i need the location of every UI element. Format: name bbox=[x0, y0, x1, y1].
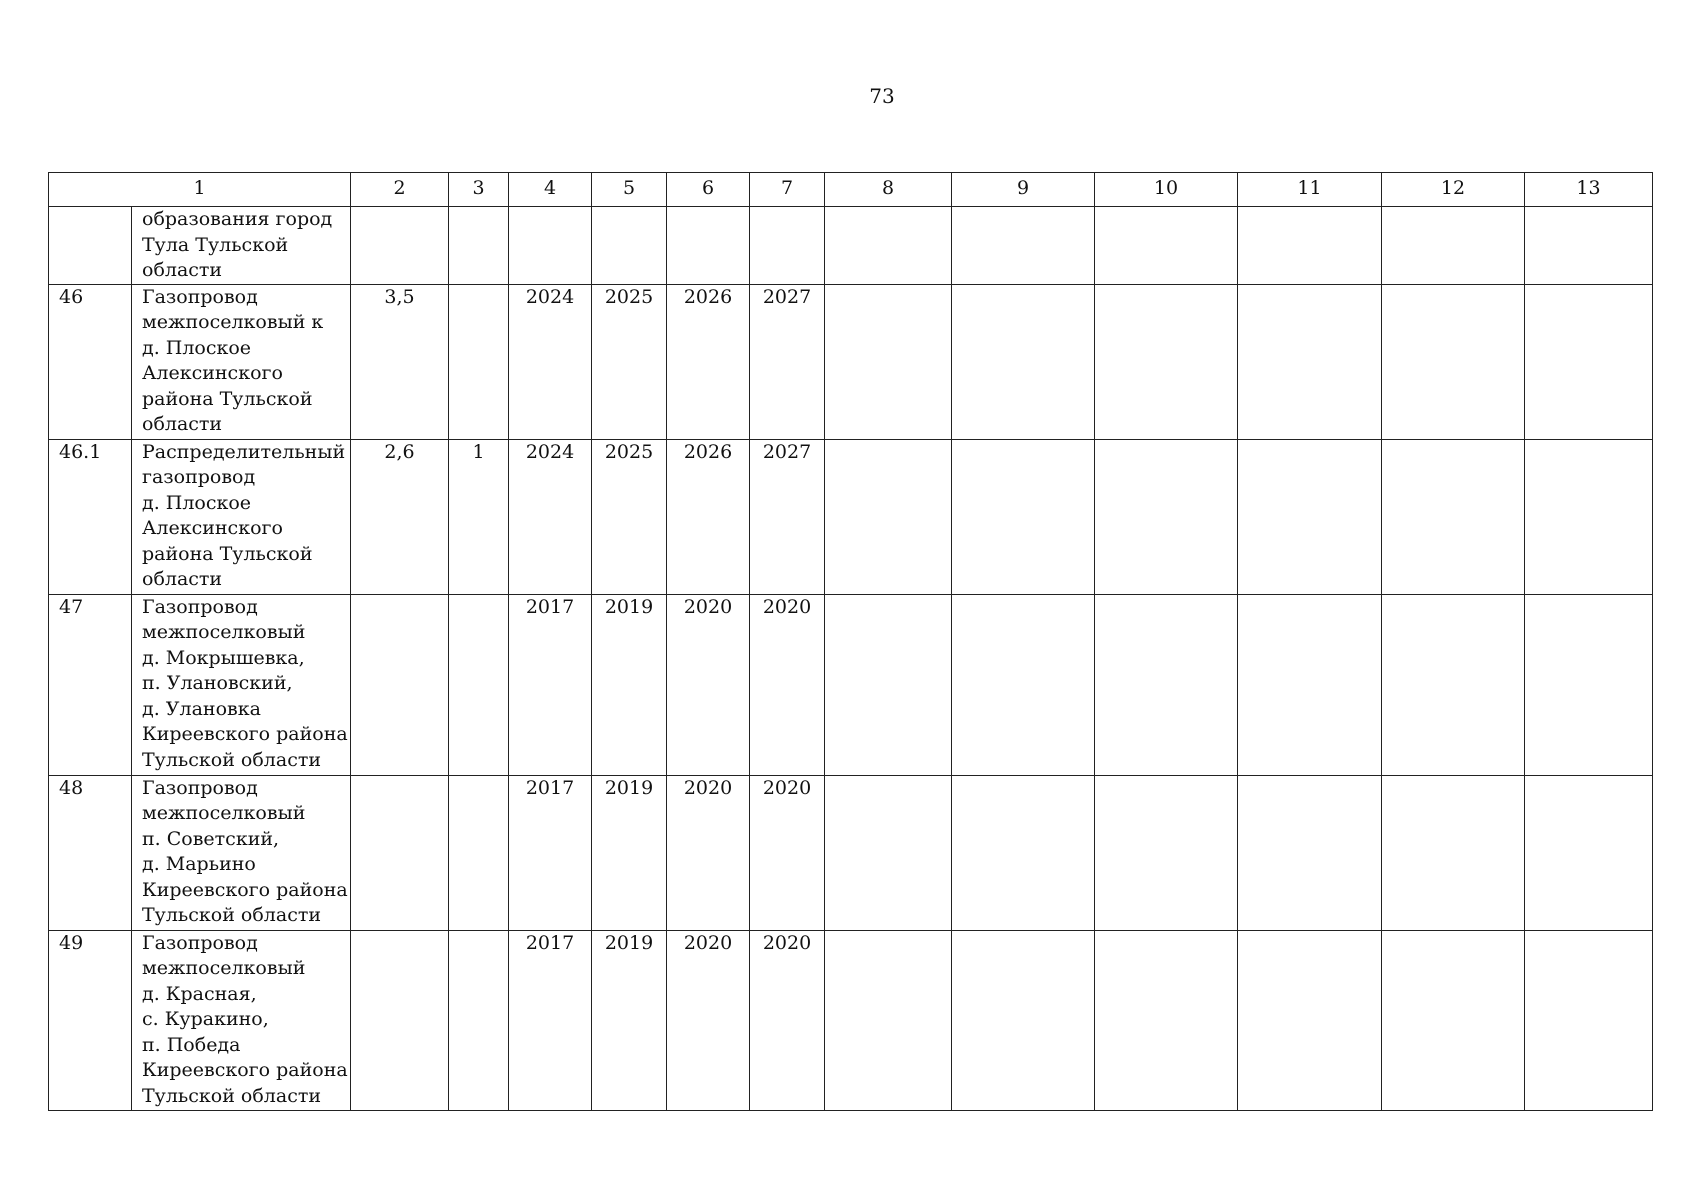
name-line: д. Плоское bbox=[142, 336, 252, 359]
cell-col-4: 2024 bbox=[509, 439, 592, 594]
row-name bbox=[132, 207, 351, 285]
cell-col-2: 2,6 bbox=[351, 439, 449, 594]
table-row bbox=[49, 930, 1653, 1110]
name-line: Распределительный bbox=[142, 440, 346, 463]
cell-col-10 bbox=[1095, 930, 1238, 1110]
cell-col-13 bbox=[1525, 284, 1653, 439]
cell-col-9 bbox=[952, 594, 1095, 775]
cell-col-8 bbox=[825, 594, 952, 775]
row-index: 46.1 bbox=[49, 439, 132, 594]
cell-col-8 bbox=[825, 439, 952, 594]
row-name bbox=[132, 930, 351, 1110]
page-number: 73 bbox=[869, 84, 895, 108]
cell-col-4: 2017 bbox=[509, 930, 592, 1110]
header-col-10: 10 bbox=[1095, 173, 1238, 207]
name-line: района Тульской bbox=[142, 387, 313, 410]
name-line: Киреевского района bbox=[142, 1059, 348, 1081]
row-name bbox=[132, 594, 351, 775]
row-name bbox=[132, 775, 351, 930]
cell-col-4: 2017 bbox=[509, 594, 592, 775]
cell-col-5: 2025 bbox=[592, 439, 667, 594]
cell-col-9 bbox=[952, 775, 1095, 930]
name-line: района Тульской bbox=[142, 542, 313, 565]
row-index bbox=[49, 207, 132, 285]
cell-col-5: 2019 bbox=[592, 930, 667, 1110]
name-line: межпоселковый к bbox=[142, 311, 324, 333]
cell-col-10 bbox=[1095, 594, 1238, 775]
cell-col-9 bbox=[952, 207, 1095, 285]
cell-col-5: 2025 bbox=[592, 284, 667, 439]
name-line: области bbox=[142, 259, 223, 281]
header-col-2: 2 bbox=[351, 173, 449, 207]
cell-col-4: 2024 bbox=[509, 284, 592, 439]
row-name bbox=[132, 439, 351, 594]
name-line: Тула Тульской bbox=[142, 233, 289, 256]
cell-col-10 bbox=[1095, 207, 1238, 285]
name-line: п. Победа bbox=[142, 1033, 241, 1056]
cell-col-13 bbox=[1525, 775, 1653, 930]
name-line: д. Плоское bbox=[142, 491, 252, 514]
name-line: газопровод bbox=[142, 466, 256, 488]
name-line: области bbox=[142, 568, 223, 590]
cell-col-7: 2020 bbox=[750, 594, 825, 775]
cell-col-12 bbox=[1382, 207, 1525, 285]
cell-col-10 bbox=[1095, 284, 1238, 439]
table-header bbox=[49, 173, 1653, 207]
cell-col-5: 2019 bbox=[592, 594, 667, 775]
header-col-11: 11 bbox=[1238, 173, 1382, 207]
name-line: Алексинского bbox=[142, 517, 283, 539]
name-line: Газопровод bbox=[142, 595, 258, 618]
cell-col-13 bbox=[1525, 207, 1653, 285]
cell-col-11 bbox=[1238, 284, 1382, 439]
header-col-9: 9 bbox=[952, 173, 1095, 207]
name-line: Газопровод bbox=[142, 776, 258, 799]
cell-col-6 bbox=[667, 207, 750, 285]
name-line: образования город bbox=[142, 208, 333, 230]
cell-col-12 bbox=[1382, 284, 1525, 439]
name-line: межпоселковый bbox=[142, 621, 306, 643]
row-index: 47 bbox=[49, 594, 132, 775]
cell-col-6: 2020 bbox=[667, 775, 750, 930]
cell-col-3: 1 bbox=[449, 439, 509, 594]
cell-col-2 bbox=[351, 594, 449, 775]
row-index: 46 bbox=[49, 284, 132, 439]
cell-col-3 bbox=[449, 930, 509, 1110]
cell-col-2 bbox=[351, 207, 449, 285]
name-line: области bbox=[142, 413, 223, 435]
cell-col-11 bbox=[1238, 207, 1382, 285]
name-line: д. Марьино bbox=[142, 853, 256, 875]
cell-col-13 bbox=[1525, 439, 1653, 594]
table-row bbox=[49, 775, 1653, 930]
name-line: Тульской области bbox=[142, 904, 322, 926]
cell-col-7 bbox=[750, 207, 825, 285]
cell-col-13 bbox=[1525, 930, 1653, 1110]
cell-col-12 bbox=[1382, 594, 1525, 775]
cell-col-11 bbox=[1238, 930, 1382, 1110]
name-line: межпоселковый bbox=[142, 957, 306, 979]
cell-col-4 bbox=[509, 207, 592, 285]
cell-col-6: 2026 bbox=[667, 284, 750, 439]
cell-col-6: 2020 bbox=[667, 930, 750, 1110]
name-line: Тульской области bbox=[142, 748, 322, 771]
data-table bbox=[48, 172, 1653, 1111]
header-col-7: 7 bbox=[750, 173, 825, 207]
name-line: межпоселковый bbox=[142, 802, 306, 824]
table-row bbox=[49, 207, 1653, 285]
name-line: д. Красная, bbox=[142, 982, 257, 1005]
header-col-4: 4 bbox=[509, 173, 592, 207]
table-row bbox=[49, 284, 1653, 439]
cell-col-4: 2017 bbox=[509, 775, 592, 930]
cell-col-9 bbox=[952, 284, 1095, 439]
cell-col-3 bbox=[449, 775, 509, 930]
cell-col-12 bbox=[1382, 775, 1525, 930]
cell-col-7: 2020 bbox=[750, 775, 825, 930]
header-col-5: 5 bbox=[592, 173, 667, 207]
header-col-1: 1 bbox=[49, 173, 351, 207]
name-line: д. Мокрышевка, bbox=[142, 646, 305, 669]
cell-col-3 bbox=[449, 284, 509, 439]
cell-col-13 bbox=[1525, 594, 1653, 775]
name-line: д. Улановка bbox=[142, 697, 261, 720]
cell-col-3 bbox=[449, 207, 509, 285]
name-line: Киреевского района bbox=[142, 723, 348, 745]
cell-col-2 bbox=[351, 930, 449, 1110]
header-col-3: 3 bbox=[449, 173, 509, 207]
cell-col-11 bbox=[1238, 594, 1382, 775]
cell-col-7: 2027 bbox=[750, 439, 825, 594]
cell-col-5: 2019 bbox=[592, 775, 667, 930]
name-line: с. Куракино, bbox=[142, 1008, 269, 1030]
row-name bbox=[132, 284, 351, 439]
cell-col-6: 2020 bbox=[667, 594, 750, 775]
header-col-8: 8 bbox=[825, 173, 952, 207]
cell-col-3 bbox=[449, 594, 509, 775]
name-line: п. Улановский, bbox=[142, 672, 293, 694]
cell-col-2: 3,5 bbox=[351, 284, 449, 439]
row-index: 48 bbox=[49, 775, 132, 930]
cell-col-10 bbox=[1095, 775, 1238, 930]
row-index: 49 bbox=[49, 930, 132, 1110]
cell-col-12 bbox=[1382, 930, 1525, 1110]
cell-col-2 bbox=[351, 775, 449, 930]
cell-col-8 bbox=[825, 284, 952, 439]
cell-col-12 bbox=[1382, 439, 1525, 594]
name-line: Тульской области bbox=[142, 1084, 322, 1107]
name-line: Газопровод bbox=[142, 931, 258, 954]
cell-col-8 bbox=[825, 775, 952, 930]
header-col-13: 13 bbox=[1525, 173, 1653, 207]
cell-col-8 bbox=[825, 930, 952, 1110]
cell-col-10 bbox=[1095, 439, 1238, 594]
cell-col-9 bbox=[952, 439, 1095, 594]
header-col-12: 12 bbox=[1382, 173, 1525, 207]
name-line: п. Советский, bbox=[142, 827, 280, 850]
cell-col-6: 2026 bbox=[667, 439, 750, 594]
cell-col-11 bbox=[1238, 775, 1382, 930]
cell-col-8 bbox=[825, 207, 952, 285]
cell-col-11 bbox=[1238, 439, 1382, 594]
header-col-6: 6 bbox=[667, 173, 750, 207]
table-row bbox=[49, 439, 1653, 594]
cell-col-9 bbox=[952, 930, 1095, 1110]
table-row bbox=[49, 594, 1653, 775]
cell-col-7: 2027 bbox=[750, 284, 825, 439]
name-line: Киреевского района bbox=[142, 878, 348, 901]
cell-col-5 bbox=[592, 207, 667, 285]
table-body bbox=[49, 207, 1653, 1111]
cell-col-7: 2020 bbox=[750, 930, 825, 1110]
name-line: Газопровод bbox=[142, 285, 258, 308]
header-row bbox=[49, 173, 1653, 207]
name-line: Алексинского bbox=[142, 362, 283, 384]
